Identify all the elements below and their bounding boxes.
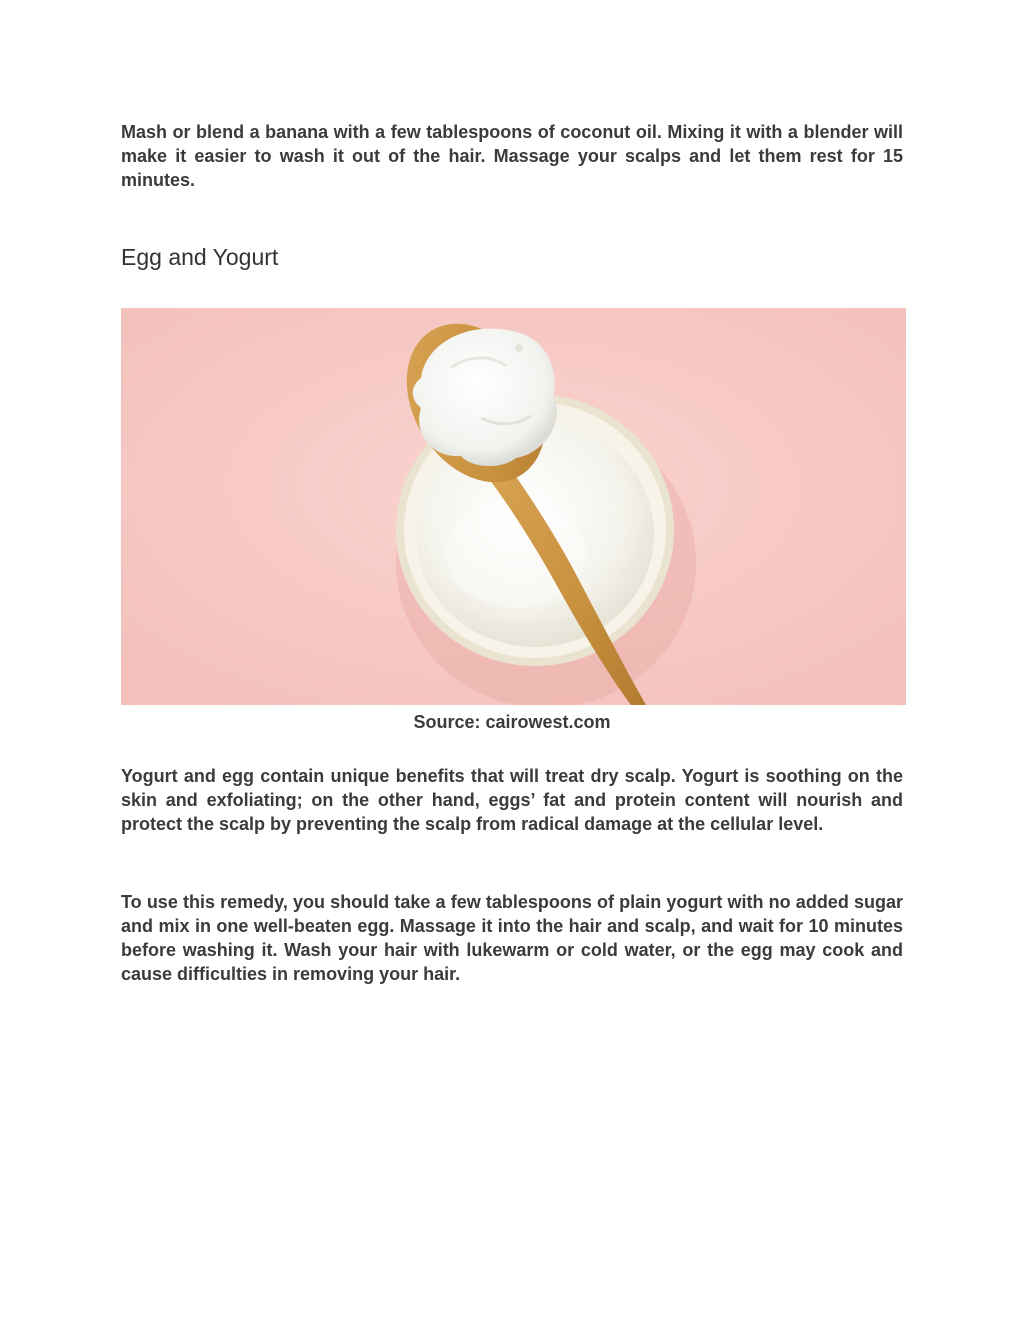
section-heading: Egg and Yogurt [121, 244, 279, 270]
benefits-paragraph: Yogurt and egg contain unique benefits that will treat dry scalp. Yogurt is soothing on the skin and exfoliating; on the other hand, eggs’ fat and protein content will nourish and protect the scalp by preventing the scalp from radical damage at the cellular level. [121, 766, 903, 834]
coconut-oil-jar-photo [121, 308, 906, 705]
intro-paragraph: Mash or blend a banana with a few tablespoons of coconut oil. Mixing it with a blender will make it easier to wash it out of the hair. Massage your scalps and let them rest for 15 minutes. [121, 122, 903, 190]
image-caption: Source: cairowest.com [413, 712, 611, 732]
howto-paragraph: To use this remedy, you should take a few tablespoons of plain yogurt with no added sugar and mix in one well-beaten egg. Massage it into the hair and scalp, and wait for 10 minutes before washing it. Wash your hair with lukewarm or cold water, or the egg may cook and cause difficulties in removing your hair. [121, 892, 903, 984]
